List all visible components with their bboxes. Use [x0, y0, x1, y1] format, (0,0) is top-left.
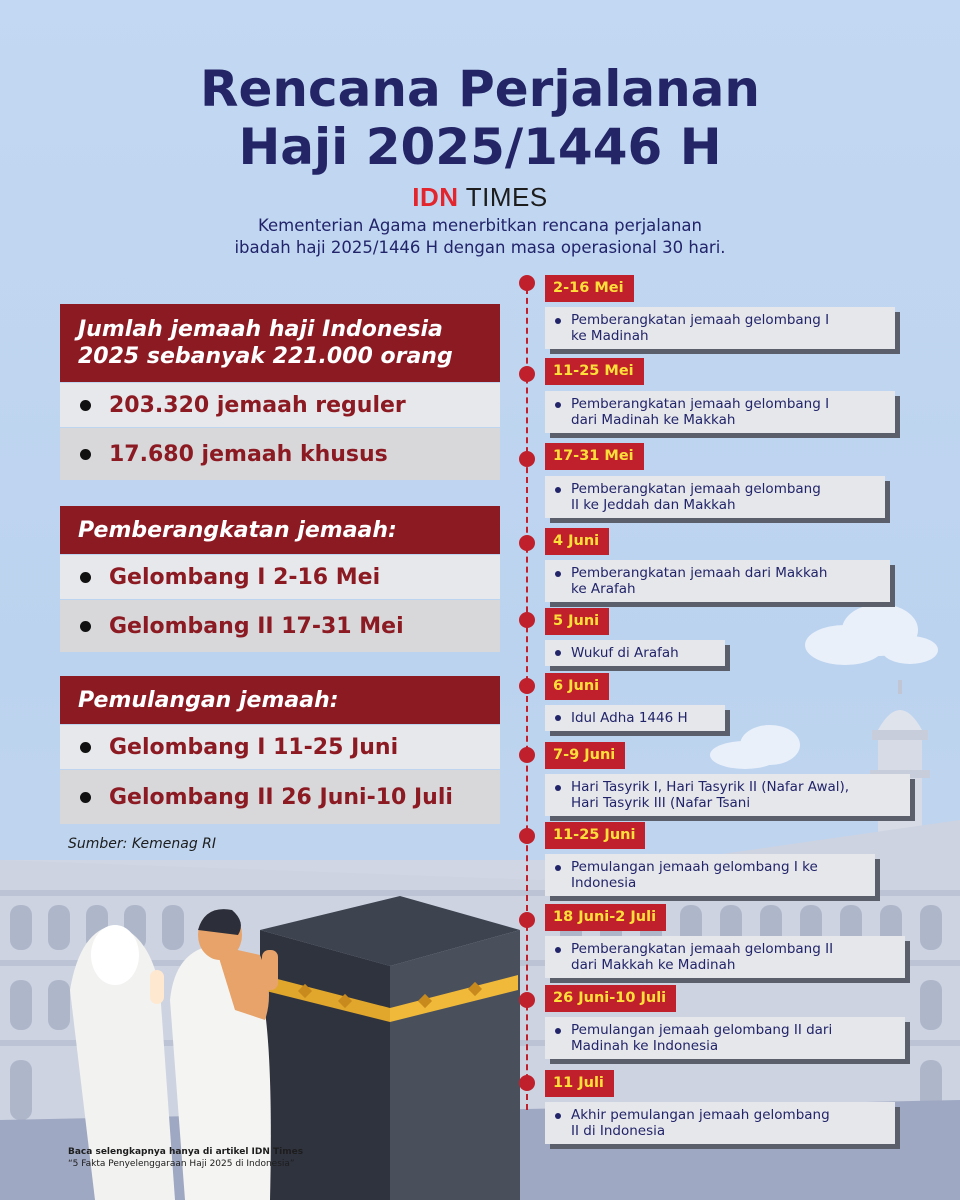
bullet-icon	[555, 715, 561, 721]
bullet-icon	[555, 487, 561, 493]
list-item-text: Gelombang II 17-31 Mei	[109, 613, 404, 639]
timeline-event: Wukuf di Arafah	[545, 640, 725, 666]
timeline-event: Pemberangkatan jemaah gelombang II dari Makkah ke Madinah	[545, 936, 905, 978]
bullet-icon	[555, 947, 561, 953]
timeline-dot	[519, 275, 535, 291]
list-item-text: 203.320 jemaah reguler	[109, 392, 406, 418]
timeline-dot	[519, 992, 535, 1008]
bullet-icon	[555, 865, 561, 871]
source-note: Sumber: Kemenag RI	[68, 836, 217, 852]
idn-times-logo: IDN TIMES	[412, 182, 548, 212]
subtitle-line2: ibadah haji 2025/1446 H dengan masa operasional 30 hari.	[234, 238, 726, 257]
list-item-text: Gelombang I 2-16 Mei	[109, 564, 381, 590]
bullet-icon	[80, 792, 91, 803]
timeline-event: Pemberangkatan jemaah gelombang II ke Jeddah dan Makkah	[545, 476, 885, 518]
timeline-event: Pemulangan jemaah gelombang I ke Indonesia	[545, 854, 875, 896]
list-item	[60, 383, 500, 427]
timeline-dot	[519, 912, 535, 928]
timeline-event: Akhir pemulangan jemaah gelombang II di Indonesia	[545, 1102, 895, 1144]
page-title-line2: Haji 2025/1446 H	[238, 118, 722, 176]
timeline-dot	[519, 535, 535, 551]
list-item	[60, 428, 500, 480]
timeline-event: Pemulangan jemaah gelombang II dari Madinah ke Indonesia	[545, 1017, 905, 1059]
footnote-line1: Baca selengkapnya hanya di artikel IDN Times	[68, 1147, 304, 1157]
bullet-icon	[80, 621, 91, 632]
section-header-total-pilgrims	[60, 304, 500, 382]
timeline-date: 26 Juni-10 Juli	[545, 985, 676, 1012]
timeline-date: 17-31 Mei	[545, 443, 644, 470]
timeline-event: Pemberangkatan jemaah dari Makkah ke Arafah	[545, 560, 890, 602]
list-item	[60, 555, 500, 599]
timeline-event: Pemberangkatan jemaah gelombang I ke Madinah	[545, 307, 895, 349]
list-item	[60, 725, 500, 769]
bullet-icon	[80, 572, 91, 583]
bullet-icon	[80, 449, 91, 460]
footnote	[68, 1146, 303, 1170]
list-item	[60, 600, 500, 652]
section-header-departure	[60, 506, 500, 554]
timeline-dot	[519, 747, 535, 763]
timeline-date: 11 Juli	[545, 1070, 614, 1097]
list-item-text: Gelombang I 11-25 Juni	[109, 734, 399, 760]
footnote-line2: “5 Fakta Penyelenggaraan Haji 2025 di Indonesia”	[68, 1159, 295, 1169]
timeline-dot	[519, 366, 535, 382]
section-heading-line: Pemulangan jemaah:	[78, 687, 339, 713]
bullet-icon	[555, 318, 561, 324]
list-item-text: Gelombang II 26 Juni-10 Juli	[109, 784, 453, 810]
timeline-date: 4 Juni	[545, 528, 609, 555]
page-title-line1: Rencana Perjalanan	[199, 60, 761, 118]
subtitle-line1: Kementerian Agama menerbitkan rencana perjalanan	[257, 216, 702, 235]
timeline-date: 6 Juni	[545, 673, 609, 700]
timeline-date: 11-25 Mei	[545, 358, 644, 385]
section-heading-line: Pemberangkatan jemaah:	[78, 517, 397, 543]
timeline-event: Pemberangkatan jemaah gelombang I dari Madinah ke Makkah	[545, 391, 895, 433]
timeline-line	[526, 278, 528, 1110]
timeline-event: Hari Tasyrik I, Hari Tasyrik II (Nafar Awal), Hari Tasyrik III (Nafar Tsani	[545, 774, 910, 816]
bullet-icon	[555, 785, 561, 791]
timeline-dot	[519, 678, 535, 694]
section-heading-line: 2025 sebanyak 221.000 orang	[78, 344, 453, 369]
section-heading-line: Jumlah jemaah haji Indonesia	[78, 317, 443, 342]
timeline-dot	[519, 451, 535, 467]
timeline-date: 11-25 Juni	[545, 822, 645, 849]
timeline-dot	[519, 828, 535, 844]
bullet-icon	[555, 402, 561, 408]
timeline-event: Idul Adha 1446 H	[545, 705, 725, 731]
timeline-date: 5 Juni	[545, 608, 609, 635]
list-item	[60, 770, 500, 824]
section-header-return	[60, 676, 500, 724]
bullet-icon	[80, 742, 91, 753]
bullet-icon	[555, 1113, 561, 1119]
timeline-date: 2-16 Mei	[545, 275, 634, 302]
bullet-icon	[555, 650, 561, 656]
timeline-date: 7-9 Juni	[545, 742, 625, 769]
timeline-dot	[519, 1075, 535, 1091]
bullet-icon	[555, 571, 561, 577]
timeline-date: 18 Juni-2 Juli	[545, 904, 666, 931]
timeline-dot	[519, 612, 535, 628]
bullet-icon	[80, 400, 91, 411]
list-item-text: 17.680 jemaah khusus	[109, 441, 388, 467]
bullet-icon	[555, 1028, 561, 1034]
